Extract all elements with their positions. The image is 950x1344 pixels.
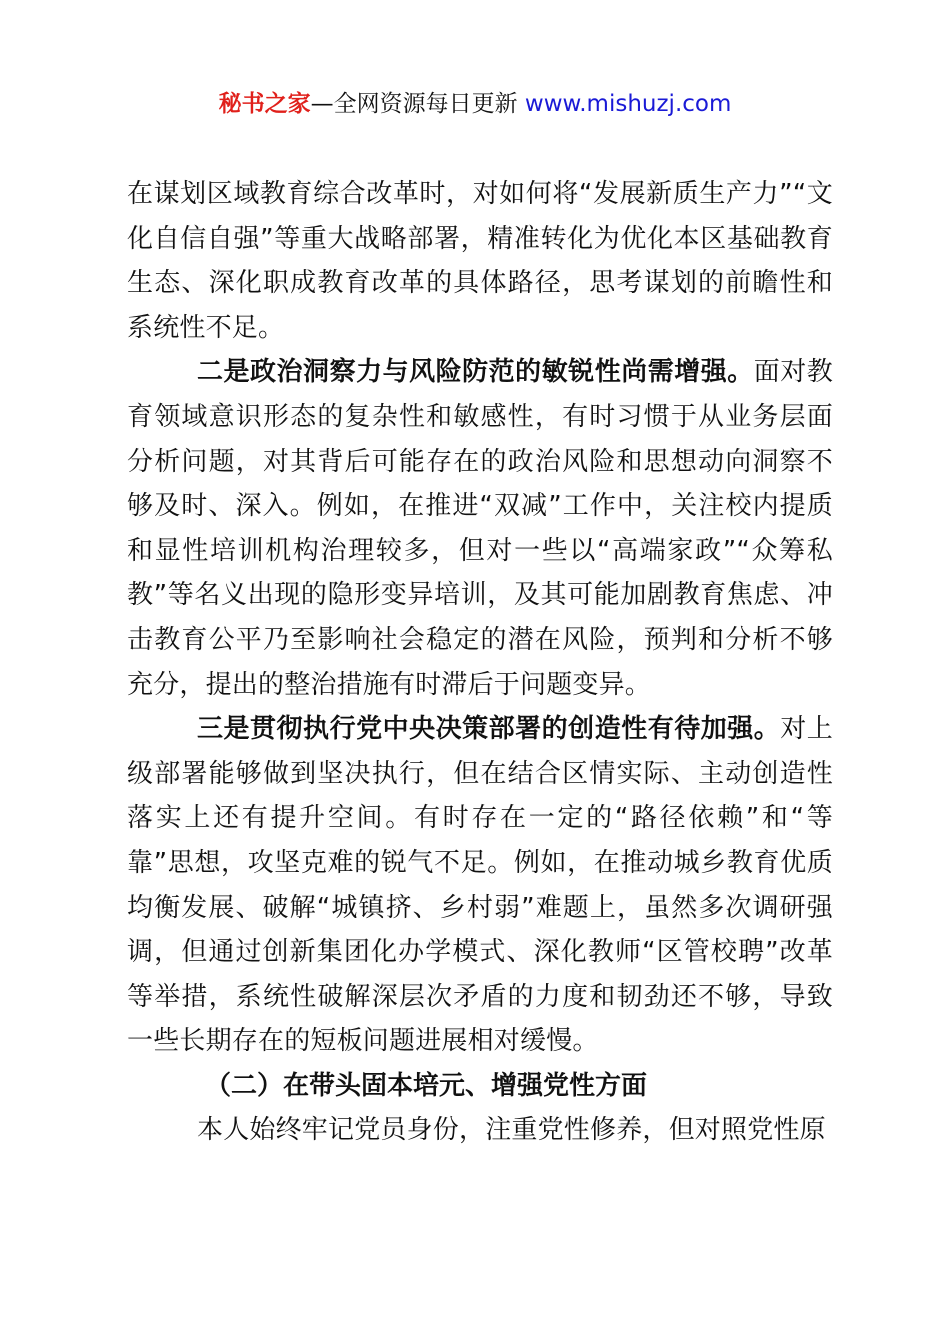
paragraph-continuation: 在谋划区域教育综合改革时，对如何将“发展新质生产力”“文化自信自强”等重大战略部署，精准转化为优化本区基础教育生态、深化职成教育改革的具体路径，思考谋划的前瞻性和系统性不足。 bbox=[127, 179, 833, 343]
paragraph-point-two bbox=[127, 350, 833, 707]
point-two-lead: 二是政治洞察力与风险防范的敏锐性尚需增强。 bbox=[197, 357, 754, 388]
point-three-lead: 三是贯彻执行党中央决策部署的创造性有待加强。 bbox=[197, 714, 781, 745]
paragraph-point-three bbox=[127, 707, 833, 1064]
header-tagline: —全网资源每日更新 bbox=[310, 91, 525, 117]
header-url[interactable]: www.mishuzj.com bbox=[524, 91, 732, 117]
document-body bbox=[127, 172, 833, 1153]
section-heading-two: （二）在带头固本培元、增强党性方面 bbox=[205, 1070, 648, 1101]
brand-name: 秘书之家 bbox=[218, 91, 311, 117]
paragraph-section-two-intro: 本人始终牢记党员身份，注重党性修养，但对照党性原 bbox=[197, 1115, 826, 1146]
point-three-body: 对上级部署能够做到坚决执行，但在结合区情实际、主动创造性落实上还有提升空间。有时存在一定的“路径依赖”和“等靠”思想，攻坚克难的锐气不足。例如，在推动城乡教育优质均衡发展、破解“城镇挤、乡村弱”难题上，虽然多次调研强调，但通过创新集团化办学模式、深化教师“区管校聘”改革等举措，系统性破解深层次矛盾的力度和韧劲还不够，导致一些长期存在的短板问题进展相对缓慢。 bbox=[127, 714, 833, 1057]
point-two-body: 面对教育领域意识形态的复杂性和敏感性，有时习惯于从业务层面分析问题，对其背后可能存在的政治风险和思想动向洞察不够及时、深入。例如，在推进“双减”工作中，关注校内提质和显性培训机构治理较多，但对一些以“高端家政”“众筹私教”等名义出现的隐形变异培训，及其可能加剧教育焦虑、冲击教育公平乃至影响社会稳定的潜在风险，预判和分析不够充分，提出的整治措施有时滞后于问题变异。 bbox=[127, 357, 833, 700]
page-header bbox=[0, 88, 950, 120]
